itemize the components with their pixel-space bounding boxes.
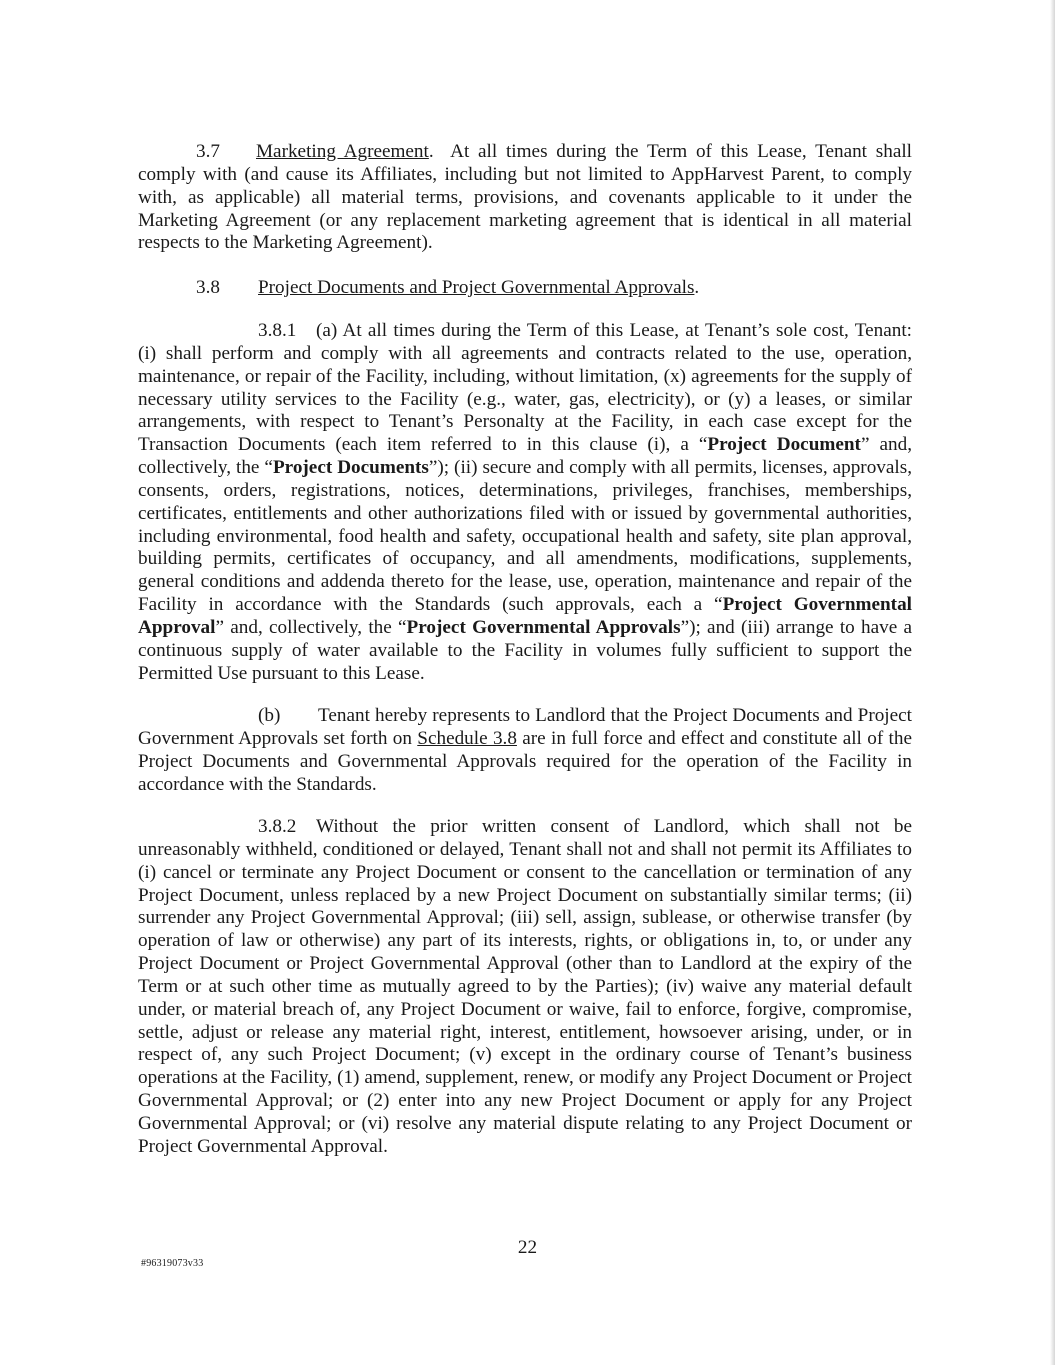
heading-punct: . xyxy=(428,141,434,162)
section-heading: Project Documents and Project Governmental Approvals xyxy=(258,277,695,298)
schedule-reference: Schedule 3.8 xyxy=(417,727,517,749)
defined-term: Project Documents xyxy=(272,457,429,479)
section-body: Without the prior written consent of Landlord, which shall not be unreasonably withheld, conditioned or delayed, Tenant shall not and shall not permit its Affiliates to (i) cancel or terminate any Project Document or consent to the cancellation or termination of any Project Document, unless replaced by a new Project Document on substantially similar terms; (ii) surrender any Project Governmental Approval; (iii) sell, assign, sublease, or otherwise transfer (by operation of law or otherwise) any part of its interests, rights, or obligations in, to, or under any Project Document or Project Governmental Approval (other than to Landlord at the expiry of the Term or at such other time as mutually agreed to by the Parties); (iv) waive any material default under, or material breach of, any Project Document or waive, fail to enforce, forgive, compromise, settle, adjust or release any material right, interest, entitlement, howsoever arising, under, or in respect of, any such Project Document; (v) except in the ordinary course of Tenant’s business operations at the Facility, (1) amend, supplement, renew, or modify any Project Document or Project Governmental Approval; or (2) enter into any new Project Document or apply for any Project Governmental Approval; or (vi) resolve any material dispute relating to any Project Document or Project Governmental Approval. xyxy=(138,816,912,1157)
section-3-8-2 xyxy=(138,816,912,1159)
section-3-8-1 xyxy=(138,320,912,686)
section-3-7 xyxy=(138,141,912,255)
section-3-8-1-b-paragraph xyxy=(138,705,912,796)
section-3-7-paragraph xyxy=(138,141,912,255)
defined-term: Project Governmental Approval xyxy=(138,594,912,638)
section-number: 3.8 xyxy=(196,277,220,298)
body-text: are in full force and effect and constitute all of the Project Documents and Governmental Approvals required for the operation of the Facility in accordance with the Standards. xyxy=(138,727,912,795)
section-number: 3.8.1 xyxy=(258,320,297,341)
subsection-label: (b) xyxy=(258,705,281,726)
body-text: ” and, collectively, the “ xyxy=(215,616,407,638)
body-text: (a) At all times during the Term of this Lease, at Tenant’s sole cost, Tenant: (i) shall perform and comply with all agreements and contracts related to the use, operation, maintenance, or repair of the Facility, including, without limitation, (x) agreements for the supply of necessary utility services to the Facility (e.g., water, gas, electricity), or (y) a leases, or similar arrangements, with respect to Tenant’s Personalty at the Facility, in each case except for the Transaction Documents (each item referred to in this clause (i), a “ xyxy=(138,320,912,456)
section-number: 3.7 xyxy=(196,141,220,162)
document-id: #96319073v33 xyxy=(141,1258,204,1269)
page-number-text: 22 xyxy=(517,1237,538,1258)
section-number: 3.8.2 xyxy=(258,816,297,837)
body-text: Tenant hereby represents to Landlord that the Project Documents and Project Government Approvals set forth on xyxy=(138,705,912,749)
body-text: ”); (ii) secure and comply with all permits, licenses, approvals, consents, orders, registrations, notices, determinations, privileges, franchises, memberships, certificates, entitlements and other authorizations filed with or issued by governmental authorities, including environmental, food health and safety, occupational health and safety, site plan approval, building permits, certificates of occupancy, and all amendments, modifications, supplements, general conditions and addenda thereto for the lease, use, operation, maintenance and repair of the Facility in accordance with the Standards (such approvals, each a “ xyxy=(138,457,912,616)
section-3-8-1-b xyxy=(138,705,912,796)
defined-term: Project Document xyxy=(707,434,861,456)
section-3-8-2-paragraph xyxy=(138,816,912,1159)
heading-punct: . xyxy=(694,277,700,298)
section-heading: Marketing Agreement xyxy=(256,141,429,162)
defined-term: Project Governmental Approvals xyxy=(406,616,681,638)
section-3-8-1-paragraph xyxy=(138,320,912,686)
body-text: ” and, collectively, the “ xyxy=(138,434,912,479)
body-text: ”); and (iii) arrange to have a continuous supply of water available to the Facility in volumes fully sufficient to support the Permitted Use pursuant to this Lease. xyxy=(138,616,912,684)
section-3-8-heading xyxy=(196,277,699,300)
page-edge xyxy=(1050,0,1055,1365)
page-number xyxy=(0,1237,1055,1259)
section-body: At all times during the Term of this Lease, Tenant shall comply with (and cause its Affiliates, including but not limited to AppHarvest Parent, to comply with, as applicable) all material terms, provisions, and covenants applicable to it under the Marketing Agreement (or any replacement marketing agreement that is identical in all material respects to the Marketing Agreement). xyxy=(138,141,912,254)
